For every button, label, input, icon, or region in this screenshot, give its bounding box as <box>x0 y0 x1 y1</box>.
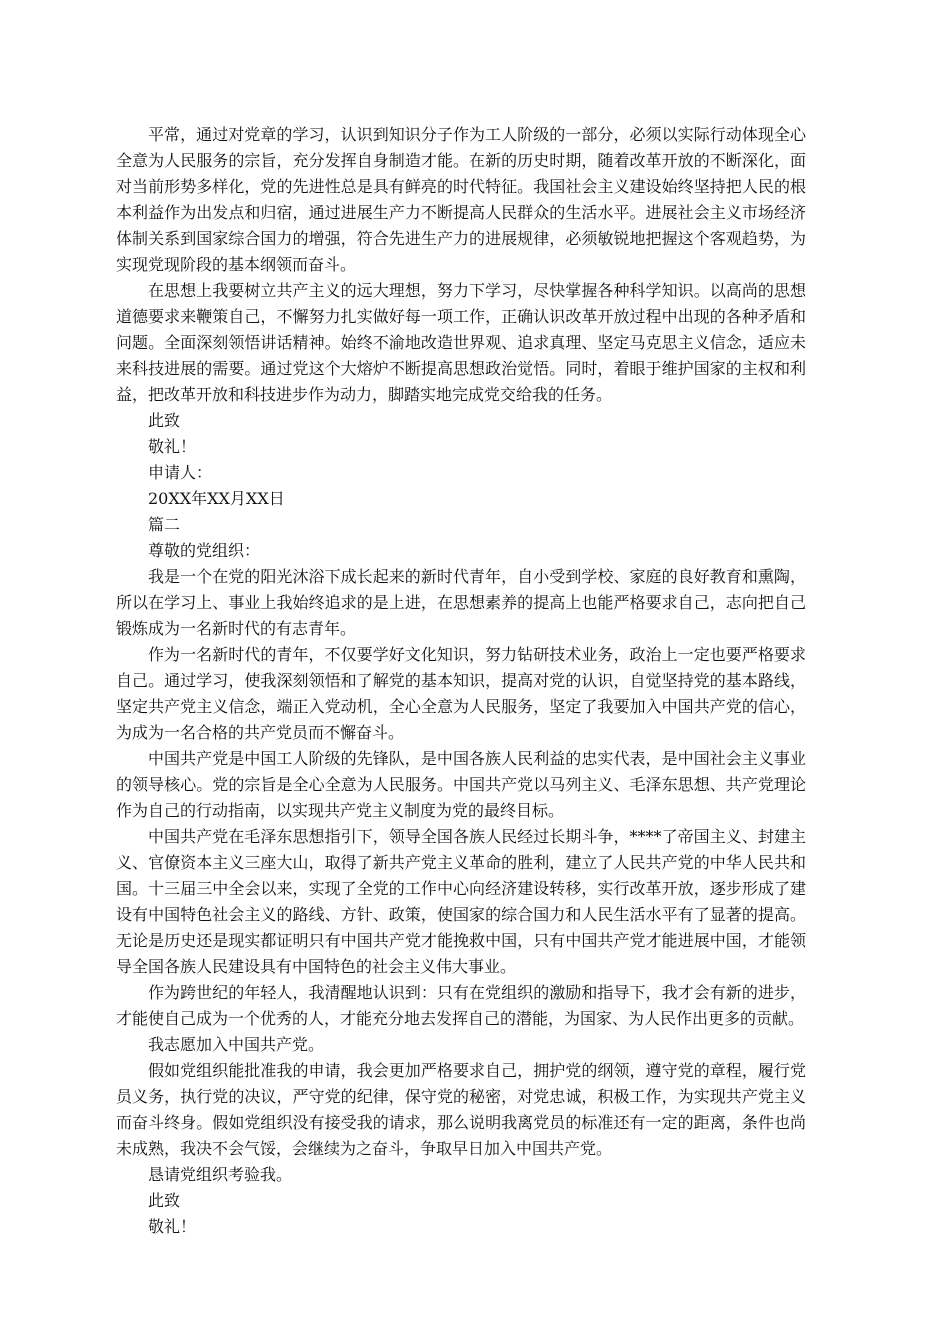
date-line: 20XX年XX月XX日 <box>148 489 285 508</box>
closing-line: 此致 <box>148 411 181 430</box>
salute-line: 敬礼！ <box>148 1217 197 1236</box>
paragraph: 作为一名新时代的青年，不仅要学好文化知识，努力钻研技术业务，政治上一定也要严格要求自己。通过学习，使我深刻领悟和了解党的基本知识，提高对党的认识，自觉坚持党的基本路线，坚定共产党主义信念，端正入党动机，全心全意为人民服务，坚定了我要加入中国共产党的信心，为成为一名合格的共产党员而不懈奋斗。 <box>116 645 806 742</box>
applicant-line: 申请人： <box>148 463 213 482</box>
greeting-line: 尊敬的党组织： <box>148 541 261 560</box>
salute-line: 敬礼！ <box>148 437 197 456</box>
paragraph: 恳请党组织考验我。 <box>148 1165 293 1184</box>
paragraph: 假如党组织能批准我的申请，我会更加严格要求自己，拥护党的纲领，遵守党的章程，履行党员义务，执行党的决议，严守党的纪律，保守党的秘密，对党忠诚，积极工作，为实现共产党主义而奋斗终身。假如党组织没有接受我的请求，那么说明我离党员的标准还有一定的距离，条件也尚未成熟，我决不会气馁，会继续为之奋斗，争取早日加入中国共产党。 <box>116 1061 806 1158</box>
section-heading: 篇二 <box>148 515 181 534</box>
paragraph: 中国共产党在毛泽东思想指引下，领导全国各族人民经过长期斗争，****了帝国主义、封建主义、官僚资本主义三座大山，取得了新共产党主义革命的胜利，建立了人民共产党的中华人民共和国。十三届三中全会以来，实现了全党的工作中心向经济建设转移，实行改革开放，逐步形成了建设有中国特色社会主义的路线、方针、政策，使国家的综合国力和人民生活水平有了显著的提高。无论是历史还是现实都证明只有中国共产党才能挽救中国，只有中国共产党才能进展中国，才能领导全国各族人民建设具有中国特色的社会主义伟大事业。 <box>116 827 806 976</box>
document-body <box>116 122 806 1240</box>
paragraph: 我志愿加入中国共产党。 <box>148 1035 325 1054</box>
paragraph: 在思想上我要树立共产主义的远大理想，努力下学习，尽快掌握各种科学知识。以高尚的思想道德要求来鞭策自己，不懈努力扎实做好每一项工作，正确认识改革开放过程中出现的各种矛盾和问题。全面深刻领悟讲话精神。始终不渝地改造世界观、追求真理、坚定马克思主义信念，适应未来科技进展的需要。通过党这个大熔炉不断提高思想政治觉悟。同时，着眼于维护国家的主权和利益，把改革开放和科技进步作为动力，脚踏实地完成党交给我的任务。 <box>116 281 806 404</box>
paragraph: 中国共产党是中国工人阶级的先锋队，是中国各族人民利益的忠实代表，是中国社会主义事业的领导核心。党的宗旨是全心全意为人民服务。中国共产党以马列主义、毛泽东思想、共产党理论作为自己的行动指南，以实现共产党主义制度为党的最终目标。 <box>116 749 806 820</box>
closing-line: 此致 <box>148 1191 181 1210</box>
paragraph: 平常，通过对党章的学习，认识到知识分子作为工人阶级的一部分，必须以实际行动体现全心全意为人民服务的宗旨，充分发挥自身制造才能。在新的历史时期，随着改革开放的不断深化，面对当前形势多样化，党的先进性总是具有鲜亮的时代特征。我国社会主义建设始终坚持把人民的根本利益作为出发点和归宿，通过进展生产力不断提高人民群众的生活水平。进展社会主义市场经济体制关系到国家综合国力的增强，符合先进生产力的进展规律，必须敏锐地把握这个客观趋势，为实现党现阶段的基本纲领而奋斗。 <box>116 125 806 274</box>
paragraph: 我是一个在党的阳光沐浴下成长起来的新时代青年，自小受到学校、家庭的良好教育和熏陶，所以在学习上、事业上我始终追求的是上进，在思想素养的提高上也能严格要求自己，志向把自己锻炼成为一名新时代的有志青年。 <box>116 567 806 638</box>
paragraph: 作为跨世纪的年轻人，我清醒地认识到：只有在党组织的激励和指导下，我才会有新的进步，才能使自己成为一个优秀的人，才能充分地去发挥自己的潜能，为国家、为人民作出更多的贡献。 <box>116 983 806 1028</box>
